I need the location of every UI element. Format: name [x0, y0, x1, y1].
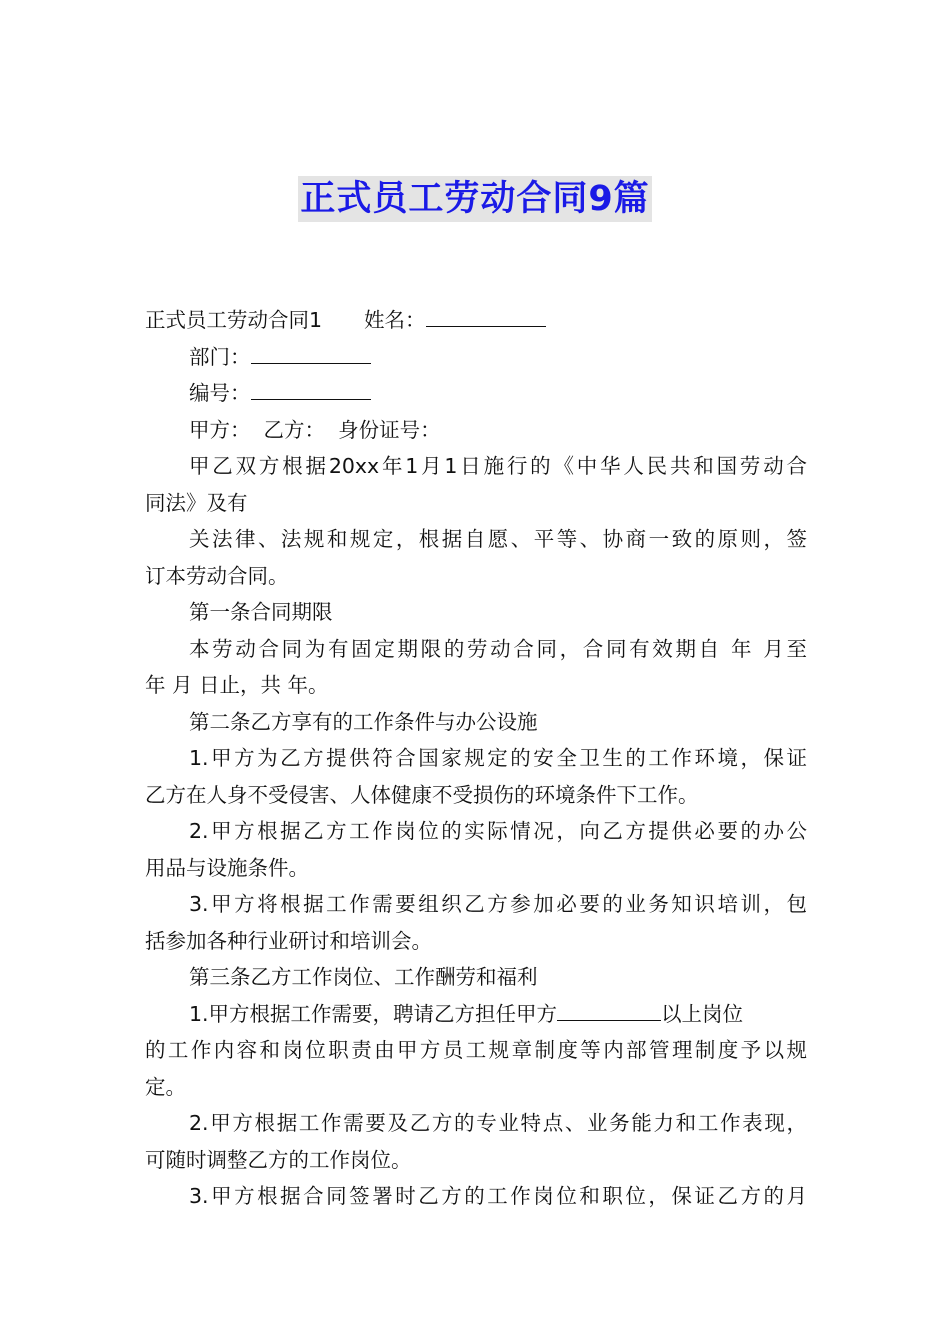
paragraph-line: 年 月 日止，共 年。	[145, 673, 329, 697]
paragraph-line: 定。	[145, 1074, 186, 1099]
paragraph-line: 本劳动合同为有固定期限的劳动合同，合同有效期自 年 月至	[189, 636, 807, 661]
paragraph-line: 2.甲方根据乙方工作岗位的实际情况，向乙方提供必要的办公	[189, 819, 807, 843]
title-container	[0, 176, 950, 222]
paragraph-line: 3.甲方根据合同签署时乙方的工作岗位和职位，保证乙方的月	[189, 1184, 807, 1208]
document-body	[145, 302, 807, 1215]
document-title: 正式员工劳动合同9篇	[298, 176, 651, 222]
paragraph-line-with-blank	[145, 996, 807, 1033]
paragraph-line: 括参加各种行业研讨和培训会。	[145, 928, 432, 953]
paragraph-line: 的工作内容和岗位职责由甲方员工规章制度等内部管理制度予以规	[145, 1038, 807, 1062]
parties-line: 甲方： 乙方： 身份证号：	[189, 417, 441, 442]
article-heading: 第二条乙方享有的工作条件与办公设施	[189, 709, 538, 734]
paragraph-line: 乙方在人身不受侵害、人体健康不受损伤的环境条件下工作。	[145, 782, 699, 807]
dept-label: 部门：	[189, 344, 251, 369]
contract-label: 正式员工劳动合同1	[145, 308, 323, 332]
paragraph-line: 3.甲方将根据工作需要组织乙方参加必要的业务知识培训，包	[189, 892, 807, 916]
paragraph-line: 同法》及有	[145, 490, 248, 515]
dept-blank	[251, 341, 371, 364]
article-heading: 第一条合同期限	[189, 600, 333, 624]
article-heading: 第三条乙方工作岗位、工作酬劳和福利	[189, 965, 538, 989]
position-text-post: 以上岗位	[661, 1001, 744, 1026]
paragraph-line: 订本劳动合同。	[145, 563, 289, 588]
paragraph-line: 关法律、法规和规定，根据自愿、平等、协商一致的原则，签	[189, 527, 807, 551]
name-label: 姓名：	[364, 308, 426, 332]
number-label: 编号：	[189, 381, 251, 405]
number-line	[145, 375, 807, 412]
paragraph-line: 2.甲方根据工作需要及乙方的专业特点、业务能力和工作表现，	[189, 1111, 807, 1135]
number-blank	[251, 377, 371, 400]
name-blank	[426, 304, 546, 327]
contract-header-line	[145, 302, 807, 339]
dept-line	[145, 339, 807, 376]
paragraph-line: 用品与设施条件。	[145, 855, 309, 880]
position-blank	[557, 998, 661, 1021]
paragraph-line: 可随时调整乙方的工作岗位。	[145, 1147, 412, 1172]
paragraph-line: 1.甲方为乙方提供符合国家规定的安全卫生的工作环境，保证	[189, 746, 807, 770]
position-text-pre: 1.甲方根据工作需要，聘请乙方担任甲方	[189, 1001, 558, 1026]
paragraph-line: 甲乙双方根据20xx年1月1日施行的《中华人民共和国劳动合	[189, 454, 807, 478]
